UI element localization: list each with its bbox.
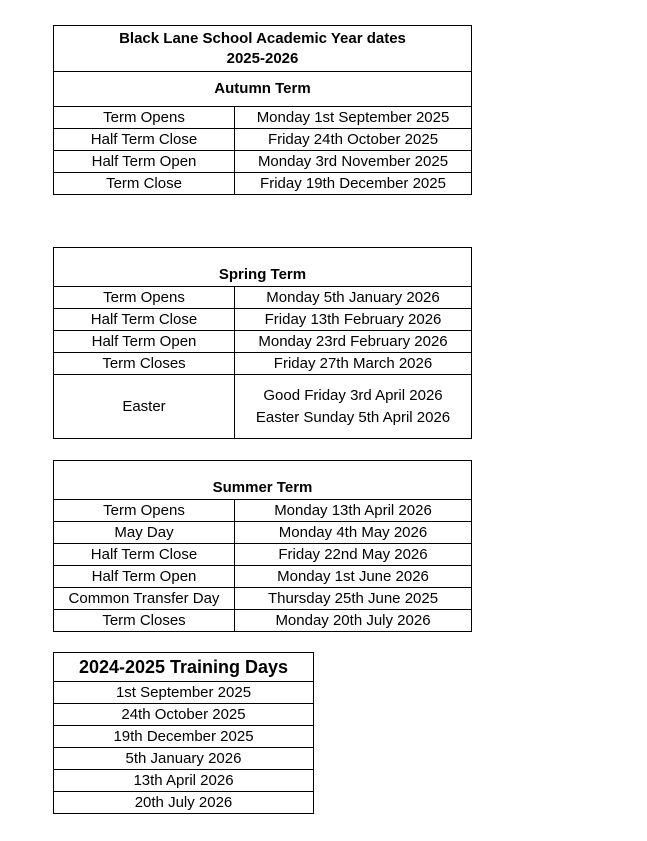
title-line-1: Black Lane School Academic Year dates [119, 30, 406, 47]
training-day: 19th December 2025 [54, 726, 314, 748]
title-row [54, 26, 472, 72]
row-label: Term Opens [54, 500, 235, 522]
row-label: May Day [54, 522, 235, 544]
row-label: Term Opens [54, 107, 235, 129]
table-row [54, 610, 472, 632]
row-date: Monday 1st June 2026 [235, 566, 472, 588]
spring-term-table [53, 247, 472, 439]
row-label: Term Close [54, 173, 235, 195]
title-line-2: 2025-2026 [226, 50, 299, 67]
training-heading-row [54, 653, 314, 682]
easter-date-line-2: Easter Sunday 5th April 2026 [255, 408, 451, 426]
row-label: Half Term Close [54, 129, 235, 151]
easter-date-line-1: Good Friday 3rd April 2026 [263, 386, 443, 404]
table-row [54, 522, 472, 544]
table-row [54, 500, 472, 522]
row-label: Half Term Open [54, 566, 235, 588]
easter-label: Easter [54, 375, 235, 439]
table-row [54, 682, 314, 704]
training-days-table [53, 652, 314, 814]
row-date: Friday 19th December 2025 [235, 173, 472, 195]
training-day: 5th January 2026 [54, 748, 314, 770]
page-title [54, 26, 472, 72]
row-label: Half Term Close [54, 309, 235, 331]
easter-dates [235, 375, 472, 439]
spring-heading: Spring Term [54, 248, 472, 287]
row-date: Monday 3rd November 2025 [235, 151, 472, 173]
table-row [54, 544, 472, 566]
row-date: Monday 20th July 2026 [235, 610, 472, 632]
row-date: Thursday 25th June 2025 [235, 588, 472, 610]
training-day: 20th July 2026 [54, 792, 314, 814]
table-row [54, 588, 472, 610]
row-date: Friday 13th February 2026 [235, 309, 472, 331]
row-date: Monday 5th January 2026 [235, 287, 472, 309]
easter-row [54, 375, 472, 439]
row-label: Half Term Open [54, 331, 235, 353]
autumn-heading: Autumn Term [54, 72, 472, 107]
table-row [54, 792, 314, 814]
table-row [54, 173, 472, 195]
table-row [54, 107, 472, 129]
table-row [54, 353, 472, 375]
training-day: 24th October 2025 [54, 704, 314, 726]
row-label: Half Term Open [54, 151, 235, 173]
summer-term-table [53, 460, 472, 632]
autumn-term-table [53, 25, 472, 195]
table-row [54, 287, 472, 309]
row-date: Monday 1st September 2025 [235, 107, 472, 129]
autumn-heading-row [54, 72, 472, 107]
table-row [54, 748, 314, 770]
row-label: Half Term Close [54, 544, 235, 566]
row-date: Monday 23rd February 2026 [235, 331, 472, 353]
table-row [54, 309, 472, 331]
training-day: 1st September 2025 [54, 682, 314, 704]
row-date: Friday 24th October 2025 [235, 129, 472, 151]
summer-heading-row [54, 461, 472, 500]
table-row [54, 770, 314, 792]
row-label: Term Closes [54, 353, 235, 375]
row-label: Common Transfer Day [54, 588, 235, 610]
table-row [54, 726, 314, 748]
row-date: Friday 27th March 2026 [235, 353, 472, 375]
table-row [54, 566, 472, 588]
summer-heading: Summer Term [54, 461, 472, 500]
row-date: Monday 4th May 2026 [235, 522, 472, 544]
training-heading: 2024-2025 Training Days [54, 653, 314, 682]
row-date: Friday 22nd May 2026 [235, 544, 472, 566]
spring-heading-row [54, 248, 472, 287]
table-row [54, 129, 472, 151]
table-row [54, 331, 472, 353]
table-row [54, 151, 472, 173]
row-date: Monday 13th April 2026 [235, 500, 472, 522]
row-label: Term Closes [54, 610, 235, 632]
training-day: 13th April 2026 [54, 770, 314, 792]
table-row [54, 704, 314, 726]
row-label: Term Opens [54, 287, 235, 309]
